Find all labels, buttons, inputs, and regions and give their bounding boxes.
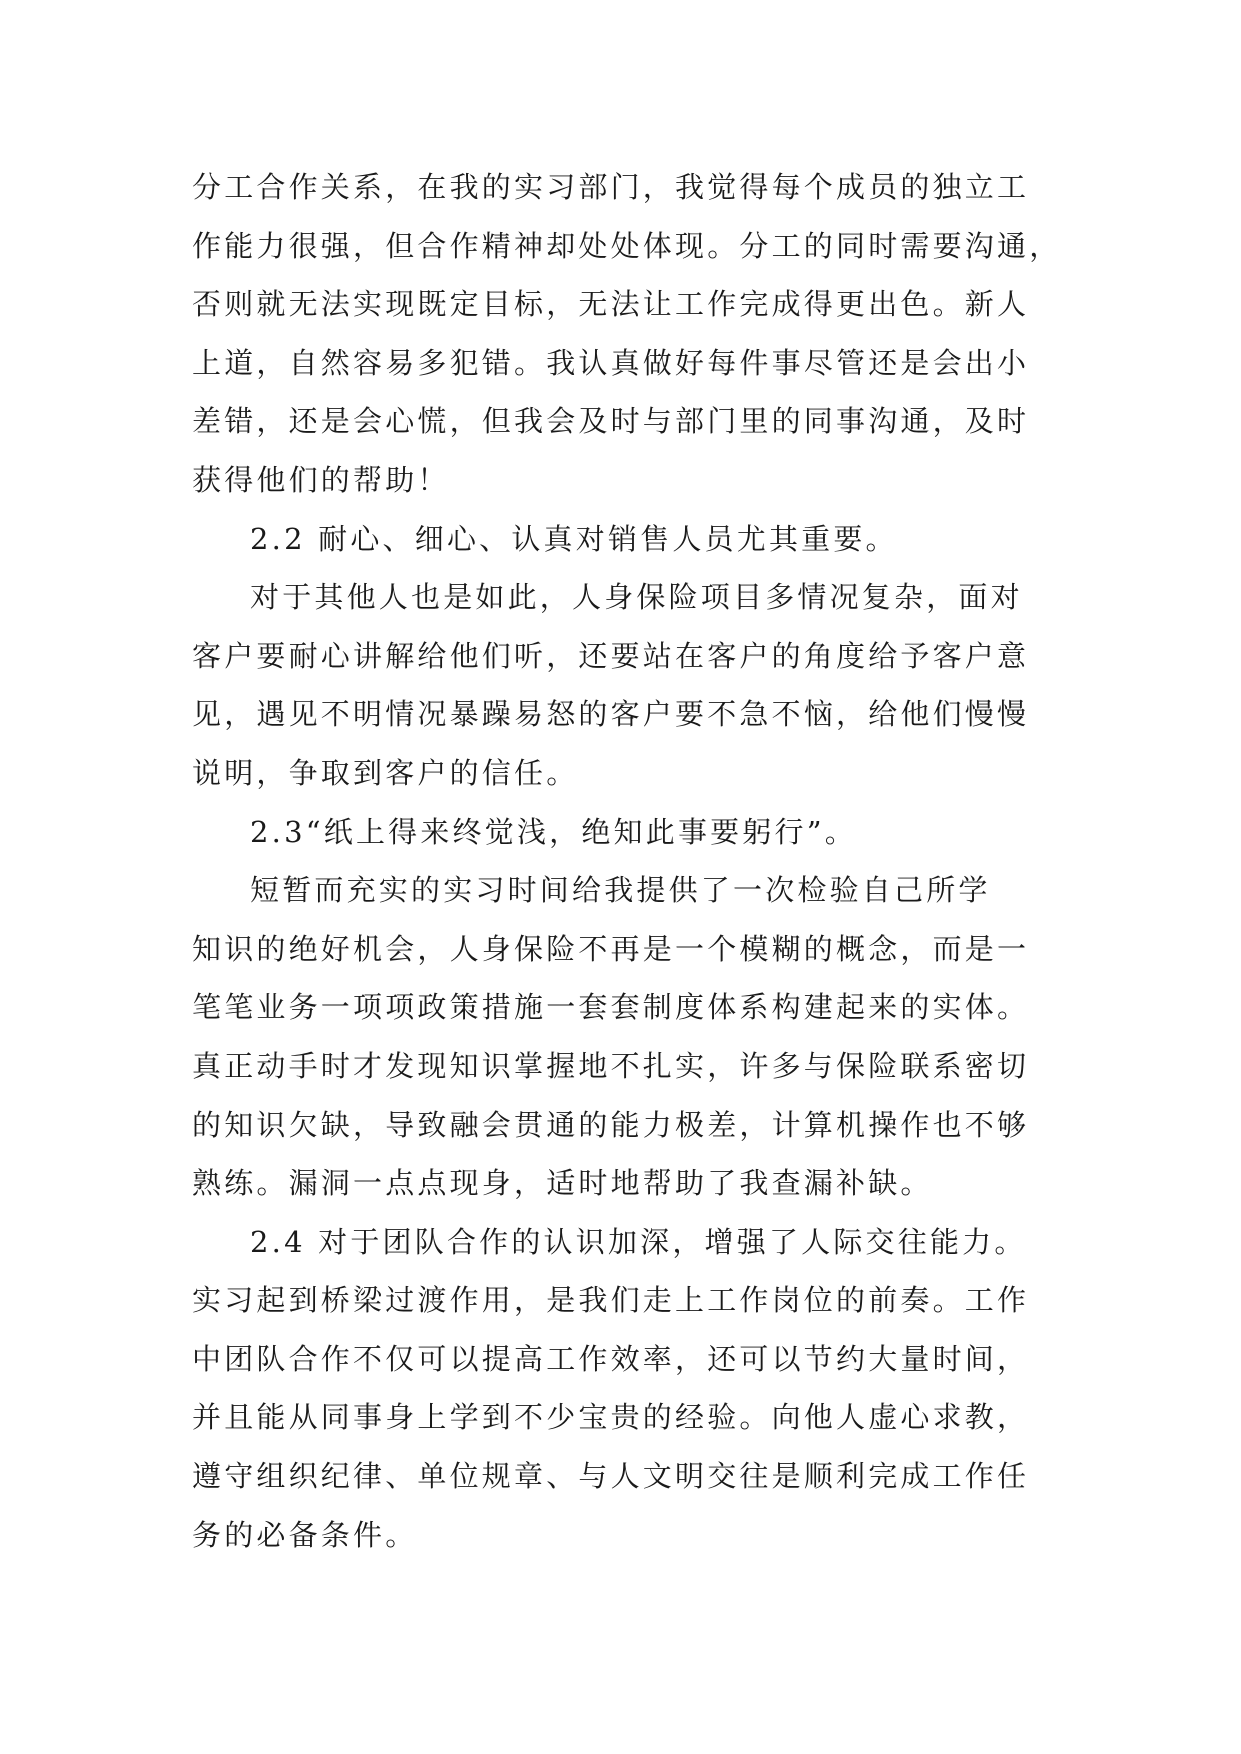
text-line: 中团队合作不仅可以提高工作效率，还可以节约大量时间， [192,1341,1030,1376]
text-line: 遵守组织纪律、单位规章、与人文明交往是顺利完成工作任 [192,1459,1030,1494]
text-line: 客户要耐心讲解给他们听，还要站在客户的角度给予客户意 [192,638,1030,673]
section-heading-2-3: 2.3“纸上得来终觉浅，绝知此事要躬行”。 [250,814,857,849]
text-line: 真正动手时才发现知识掌握地不扎实，许多与保险联系密切 [192,1048,1030,1083]
text-line: 作能力很强，但合作精神却处处体现。分工的同时需要沟通， [192,228,1062,263]
text-line: 见，遇见不明情况暴躁易怒的客户要不急不恼，给他们慢慢 [192,697,1030,732]
text-line: 获得他们的帮助！ [192,462,450,497]
section-heading-2-2: 2.2 耐心、细心、认真对销售人员尤其重要。 [250,521,898,556]
text-line: 差错，还是会心慌，但我会及时与部门里的同事沟通，及时 [192,404,1030,439]
text-line: 短暂而充实的实习时间给我提供了一次检验自己所学 [250,873,991,908]
text-line: 说明，争取到客户的信任。 [192,755,579,790]
text-line: 务的必备条件。 [192,1517,418,1552]
text-line: 笔笔业务一项项政策措施一套套制度体系构建起来的实体。 [192,990,1030,1025]
text-line: 上道，自然容易多犯错。我认真做好每件事尽管还是会出小 [192,345,1030,380]
text-line: 对于其他人也是如此，人身保险项目多情况复杂，面对 [250,580,1023,615]
document-body [192,158,1062,1564]
text-line: 实习起到桥梁过渡作用，是我们走上工作岗位的前奏。工作 [192,1283,1030,1318]
text-line: 分工合作关系，在我的实习部门，我觉得每个成员的独立工 [192,170,1030,204]
text-line: 的知识欠缺，导致融会贯通的能力极差，计算机操作也不够 [192,1107,1030,1142]
text-line: 熟练。漏洞一点点现身，适时地帮助了我查漏补缺。 [192,1166,933,1201]
section-heading-2-4: 2.4 对于团队合作的认识加深，增强了人际交往能力。 [250,1224,1027,1259]
text-line: 知识的绝好机会，人身保险不再是一个模糊的概念，而是一 [192,931,1030,966]
text-line: 并且能从同事身上学到不少宝贵的经验。向他人虚心求教， [192,1400,1030,1435]
text-line: 否则就无法实现既定目标，无法让工作完成得更出色。新人 [192,287,1030,322]
